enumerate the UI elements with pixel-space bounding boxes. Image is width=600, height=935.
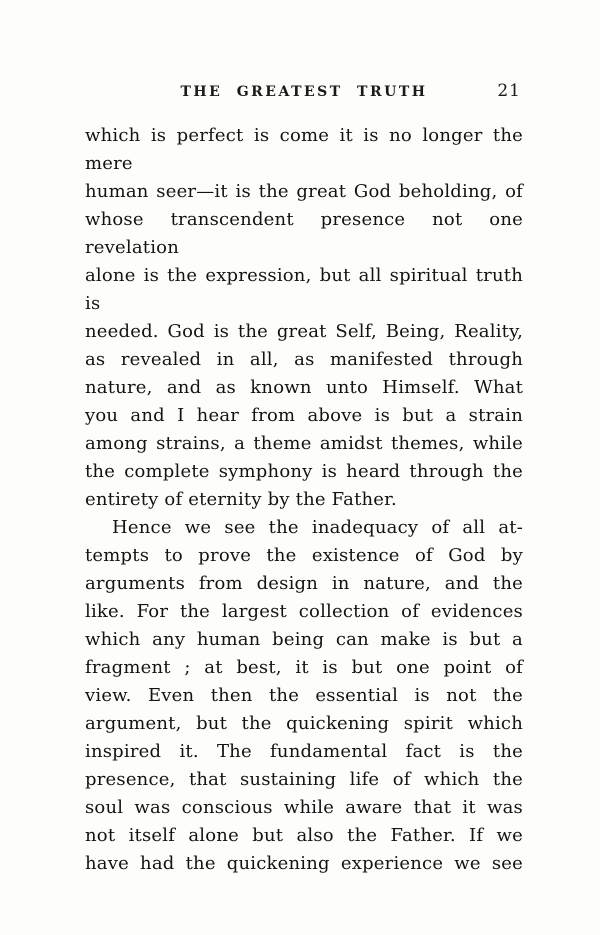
text-line: soul was conscious while aware that it was	[85, 797, 523, 818]
text-line: arguments from design in nature, and the	[85, 573, 523, 594]
text-line: tempts to prove the existence of God by	[85, 545, 523, 566]
text-line: view. Even then the essential is not the	[85, 685, 523, 706]
text-line: fragment ; at best, it is but one point of	[85, 657, 523, 678]
text-line: among strains, a theme amidst themes, while	[85, 433, 523, 454]
text-line: Hence we see the inadequacy of all at-	[112, 517, 523, 538]
text-line: nature, and as known unto Himself. What	[85, 377, 523, 398]
running-header-title: THE GREATEST TRUTH	[180, 84, 428, 100]
text-line: presence, that sustaining life of which the	[85, 769, 523, 790]
text-line: the complete symphony is heard through the	[85, 461, 523, 482]
text-line: human seer—it is the great God beholding, of	[85, 181, 523, 202]
paragraph	[85, 122, 523, 514]
text-line: like. For the largest collection of evidences	[85, 601, 523, 622]
text-line: whose transcendent presence not one revelation	[85, 209, 523, 258]
text-line: have had the quickening experience we see	[85, 853, 523, 874]
running-header	[85, 81, 523, 122]
page-text	[85, 122, 523, 878]
text-line: you and I hear from above is but a strain	[85, 405, 523, 426]
paragraph	[85, 514, 523, 878]
text-line: needed. God is the great Self, Being, Reality,	[85, 321, 523, 342]
text-line: alone is the expression, but all spiritual truth is	[85, 265, 523, 314]
text-line: inspired it. The fundamental fact is the	[85, 741, 523, 762]
text-column	[85, 81, 523, 878]
page-number: 21	[497, 81, 521, 101]
text-line: which any human being can make is but a	[85, 629, 523, 650]
text-line: not itself alone but also the Father. If we	[85, 825, 523, 846]
text-line: which is perfect is come it is no longer the mere	[85, 125, 523, 174]
text-line: argument, but the quickening spirit which	[85, 713, 523, 734]
text-line: as revealed in all, as manifested through	[85, 349, 523, 370]
text-line: entirety of eternity by the Father.	[85, 489, 397, 510]
